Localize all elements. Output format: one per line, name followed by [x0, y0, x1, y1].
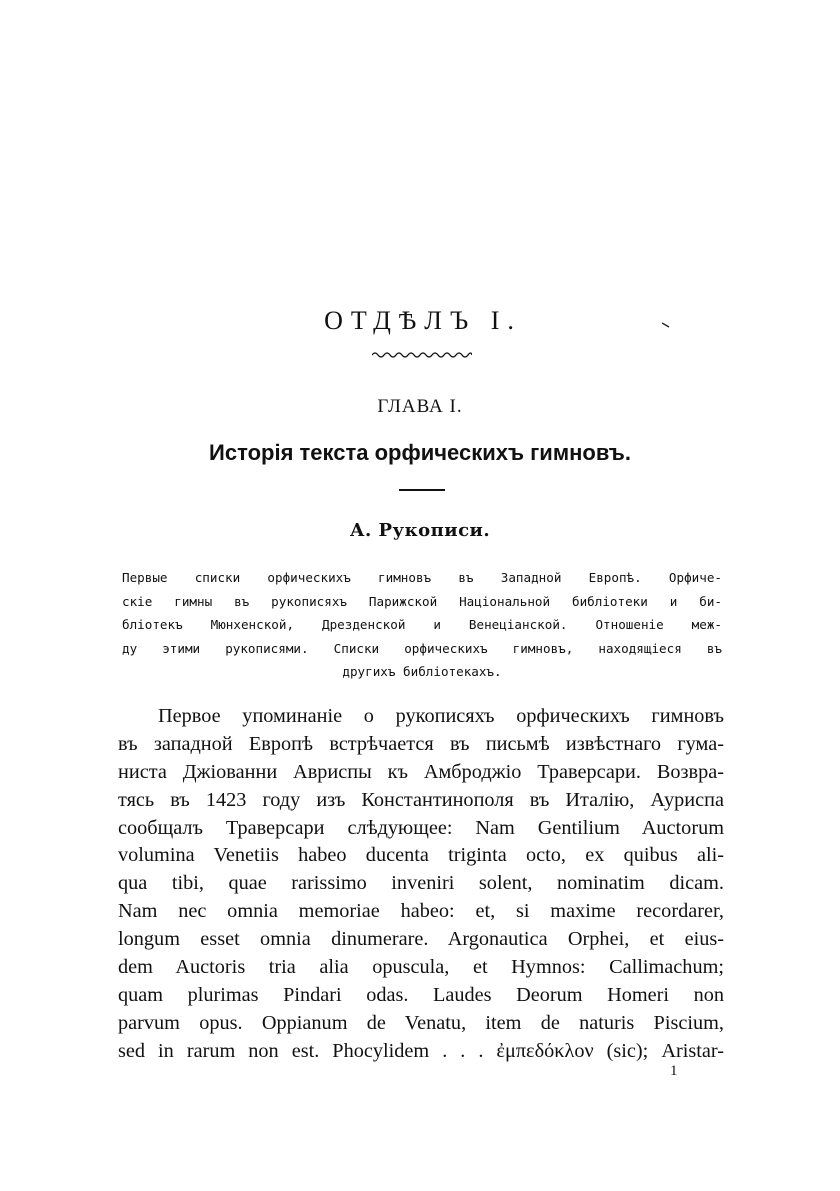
wavy-ornament — [372, 350, 472, 360]
page-number: 1 — [670, 1063, 678, 1079]
section-heading: ОТДѢЛЪ I. — [324, 306, 522, 335]
body-line: Первое упоминаніе о рукописяхъ орфическихъ гимновъ — [158, 705, 724, 727]
summary-line: другихъ библіотекахъ. — [342, 664, 502, 679]
body-line: volumina Venetiis habeo ducenta triginta octo, ex quibus ali- — [118, 844, 724, 867]
summary-line: ду этими рукописями. Списки орфическихъ гимновъ, находящіеся въ — [122, 640, 722, 656]
chapter-number: ГЛАВА I. — [377, 396, 463, 417]
subsection-heading: А. Рукописи. — [349, 520, 491, 541]
body-line: sed in rarum non est. Phocylidem . . . ἐμπεδόκλον (sic); Aristar- — [118, 1039, 724, 1062]
chapter-summary — [122, 566, 722, 684]
summary-line: Первые списки орфическихъ гимновъ въ Западной Европѣ. Орфиче- — [122, 570, 722, 585]
body-line: quam plurimas Pindari odas. Laudes Deorum Homeri non — [118, 983, 724, 1006]
body-line: qua tibi, quae rarissimo inveniri solent, nominatim dicam. — [118, 872, 724, 895]
summary-line: скіе гимны въ рукописяхъ Парижской Національной библіотеки и би- — [122, 593, 722, 609]
body-line: parvum opus. Oppianum de Venatu, item de naturis Piscium, — [118, 1011, 724, 1034]
title-rule — [399, 489, 445, 491]
body-line: dem Auctoris tria alia opuscula, et Hymnos: Callimachum; — [118, 956, 724, 979]
body-line: Nam nec omnia memoriae habeo: et, si maxime recordarer, — [118, 900, 724, 923]
body-paragraph — [118, 703, 724, 1066]
body-line: сообщалъ Траверсари слѣдующее: Nam Gentilium Auctorum — [118, 816, 724, 839]
body-line: ниста Джіованни Авриспы къ Амброджіо Траверсари. Возвра- — [118, 760, 724, 783]
body-line: тясь въ 1423 году изъ Константинополя въ Италію, Ауриспа — [118, 788, 724, 811]
body-line: longum esset omnia dinumerare. Argonautica Orphei, et eius- — [118, 928, 724, 951]
chapter-title: Исторія текста орфическихъ гимновъ. — [209, 440, 631, 465]
summary-line: бліотекъ Мюнхенской, Дрезденской и Венеціанской. Отношеніе меж- — [122, 617, 722, 632]
stray-mark — [662, 322, 670, 328]
body-line: въ западной Европѣ встрѣчается въ письмѣ извѣстнаго гума- — [118, 732, 724, 755]
